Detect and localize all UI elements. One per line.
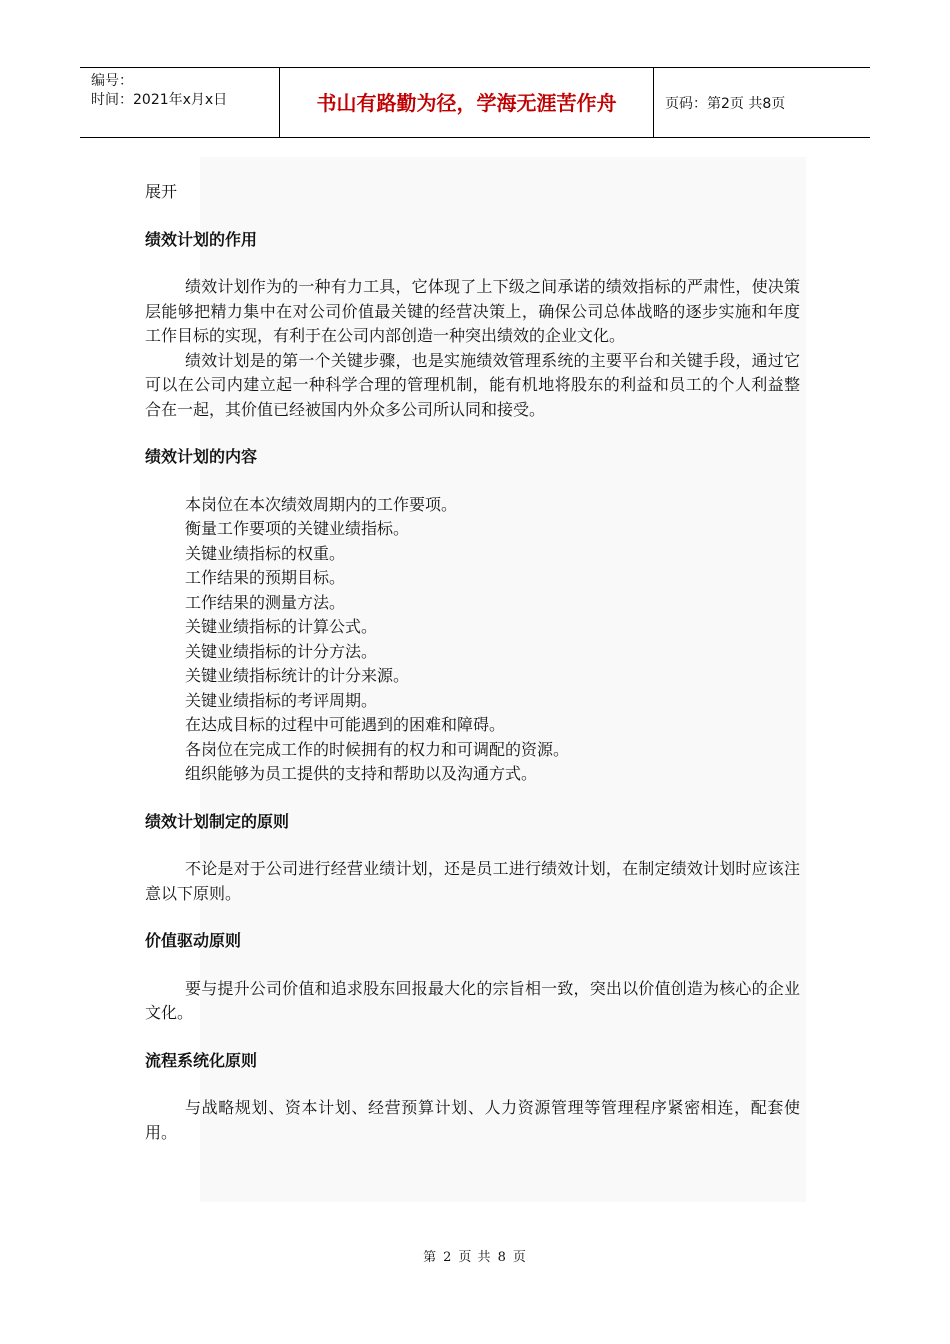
list-item: 关键业绩指标的计算公式。 — [185, 617, 378, 636]
footer-page-number: 2 — [443, 1250, 453, 1265]
paragraph: 与战略规划、资本计划、经营预算计划、人力资源管理等管理程序紧密相连，配套使用。 — [145, 1098, 800, 1142]
document-number-label: 编号： — [91, 73, 133, 89]
page-footer — [0, 1246, 950, 1265]
footer-prefix: 第 — [423, 1250, 438, 1265]
document-body — [145, 180, 800, 1145]
expand-link[interactable]: 展开 — [145, 182, 178, 201]
list-item: 在达成目标的过程中可能遇到的困难和障碍。 — [185, 715, 506, 734]
list-item: 关键业绩指标统计的计分来源。 — [185, 666, 410, 685]
footer-mid: 页 共 — [458, 1250, 492, 1265]
list-item: 工作结果的预期目标。 — [185, 568, 346, 587]
page-header — [80, 67, 870, 138]
paragraph: 要与提升公司价值和追求股东回报最大化的宗旨相一致，突出以价值创造为核心的企业文化。 — [145, 978, 800, 1022]
paragraph: 绩效计划是的第一个关键步骤，也是实施绩效管理系统的主要平台和关键手段，通过它可以在公司内建立起一种科学合理的管理机制，能有机地将股东的利益和员工的个人利益整合在一起，其价值已经被国内外众多公司所认同和接受。 — [145, 350, 800, 419]
section-heading: 绩效计划的作用 — [145, 229, 258, 249]
list-item: 关键业绩指标的权重。 — [185, 543, 346, 563]
header-motto: 书山有路勤为径，学海无涯苦作舟 — [280, 68, 654, 137]
list-item: 关键业绩指标的计分方法。 — [185, 641, 378, 661]
header-page-code: 页码：第2页 共8页 — [665, 95, 786, 112]
section-heading: 价值驱动原则 — [145, 931, 242, 950]
section-heading: 绩效计划制定的原则 — [145, 811, 290, 831]
header-info-cell — [80, 68, 280, 137]
footer-suffix: 页 — [512, 1250, 527, 1265]
list-item: 本岗位在本次绩效周期内的工作要项。 — [185, 494, 458, 514]
list-item: 衡量工作要项的关键业绩指标。 — [185, 519, 410, 538]
paragraph: 绩效计划作为的一种有力工具，它体现了上下级之间承诺的绩效指标的严肃性，使决策层能够把精力集中在对公司价值最关键的经营决策上，确保公司总体战略的逐步实施和年度工作目标的实现，有利于在公司内部创造一种突出绩效的企业文化。 — [145, 277, 800, 345]
document-date: 时间：2021年x月x日 — [91, 92, 228, 108]
section-heading: 绩效计划的内容 — [145, 447, 258, 466]
section-heading: 流程系统化原则 — [145, 1050, 258, 1070]
list-item: 工作结果的测量方法。 — [185, 592, 346, 612]
footer-total-pages: 8 — [497, 1250, 507, 1265]
list-item: 组织能够为员工提供的支持和帮助以及沟通方式。 — [185, 764, 538, 783]
paragraph: 不论是对于公司进行经营业绩计划，还是员工进行绩效计划，在制定绩效计划时应该注意以下原则。 — [145, 859, 800, 903]
content-list — [145, 493, 800, 787]
list-item: 各岗位在完成工作的时候拥有的权力和可调配的资源。 — [185, 739, 570, 759]
list-item: 关键业绩指标的考评周期。 — [185, 690, 378, 710]
